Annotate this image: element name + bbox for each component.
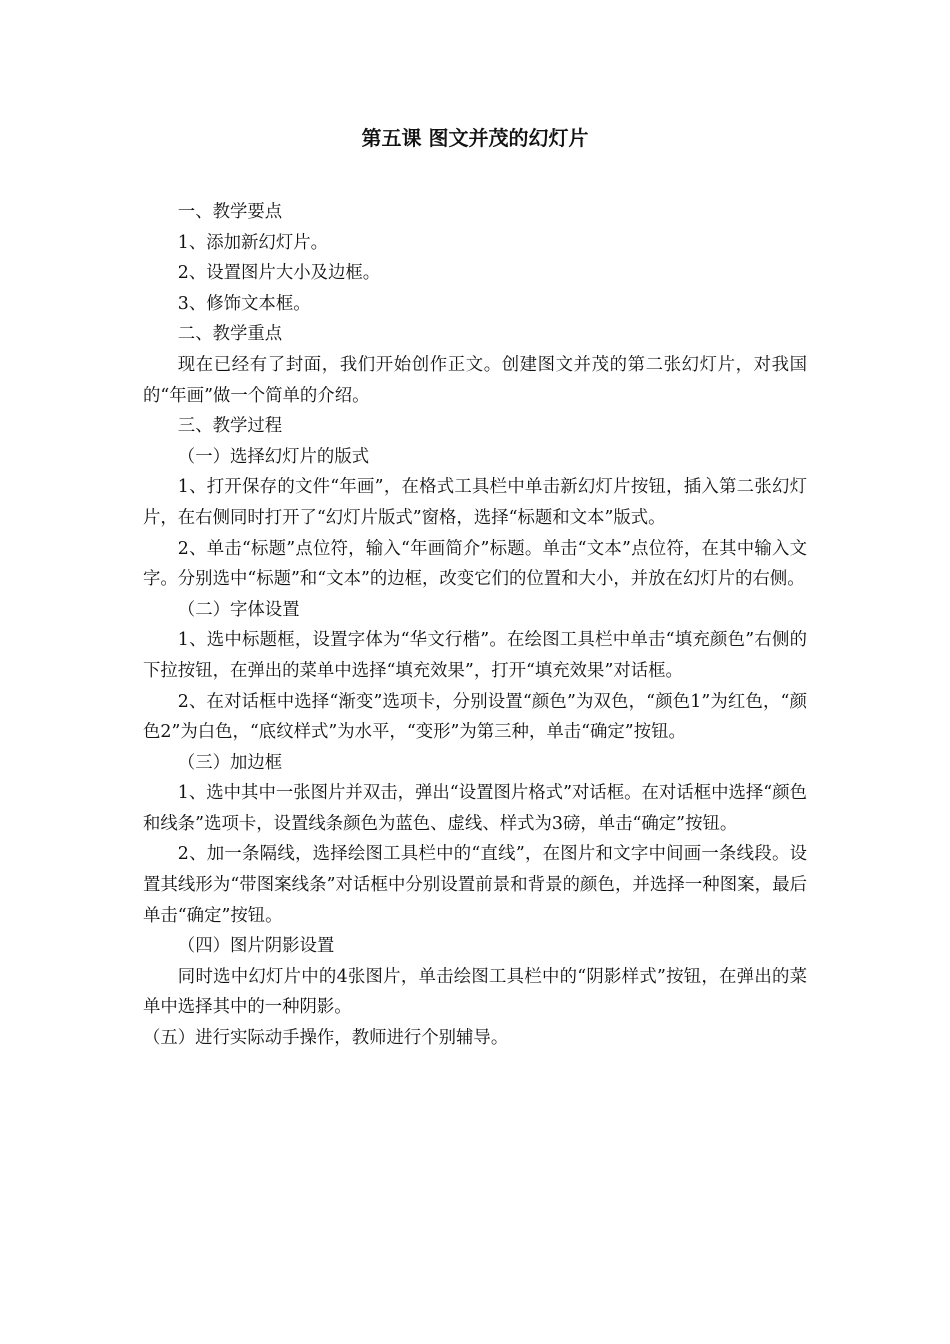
document-body bbox=[143, 197, 807, 1054]
subsection-heading: （三）加边框 bbox=[177, 752, 283, 773]
list-item: 2、设置图片大小及边框。 bbox=[177, 263, 381, 284]
list-item: 1、添加新幻灯片。 bbox=[177, 232, 328, 253]
subsection-heading: （二）字体设置 bbox=[177, 599, 300, 620]
paragraph: 2、单击“标题”点位符，输入“年画简介”标题。单击“文本”点位符，在其中输入文字。分别选中“标题”和“文本”的边框，改变它们的位置和大小，并放在幻灯片的右侧。 bbox=[143, 538, 807, 590]
document-title: 第五课 图文并茂的幻灯片 bbox=[361, 126, 589, 150]
subsection-heading: （一）选择幻灯片的版式 bbox=[177, 446, 370, 467]
section-heading: 三、教学过程 bbox=[177, 416, 283, 437]
paragraph: 1、选中其中一张图片并双击，弹出“设置图片格式”对话框。在对话框中选择“颜色和线条”选项卡，设置线条颜色为蓝色、虚线、样式为3磅，单击“确定”按钮。 bbox=[143, 783, 807, 834]
paragraph: 1、选中标题框，设置字体为“华文行楷”。在绘图工具栏中单击“填充颜色”右侧的下拉按钮，在弹出的菜单中选择“填充效果”，打开“填充效果”对话框。 bbox=[143, 630, 807, 681]
paragraph: 同时选中幻灯片中的4张图片，单击绘图工具栏中的“阴影样式”按钮，在弹出的菜单中选择其中的一种阴影。 bbox=[143, 966, 807, 1018]
subsection-heading: （五）进行实际动手操作，教师进行个别辅导。 bbox=[143, 1028, 509, 1049]
paragraph: 1、打开保存的文件“年画”，在格式工具栏中单击新幻灯片按钮，插入第二张幻灯片，在右侧同时打开了“幻灯片版式”窗格，选择“标题和文本”版式。 bbox=[143, 477, 807, 528]
section-heading: 一、教学要点 bbox=[177, 202, 283, 222]
paragraph: 2、加一条隔线，选择绘图工具栏中的“直线”，在图片和文字中间画一条线段。设置其线形为“带图案线条”对话框中分别设置前景和背景的颜色，并选择一种图案，最后单击“确定”按钮。 bbox=[143, 844, 807, 926]
list-item: 3、修饰文本框。 bbox=[177, 293, 311, 314]
paragraph: 现在已经有了封面，我们开始创作正文。创建图文并茂的第二张幻灯片，对我国的“年画”做一个简单的介绍。 bbox=[143, 354, 807, 406]
subsection-heading: （四）图片阴影设置 bbox=[177, 936, 335, 957]
section-heading: 二、教学重点 bbox=[177, 324, 283, 345]
paragraph: 2、在对话框中选择“渐变”选项卡，分别设置“颜色”为双色，“颜色1”为红色，“颜色2”为白色，“底纹样式”为水平，“变形”为第三种，单击“确定”按钮。 bbox=[143, 691, 807, 743]
